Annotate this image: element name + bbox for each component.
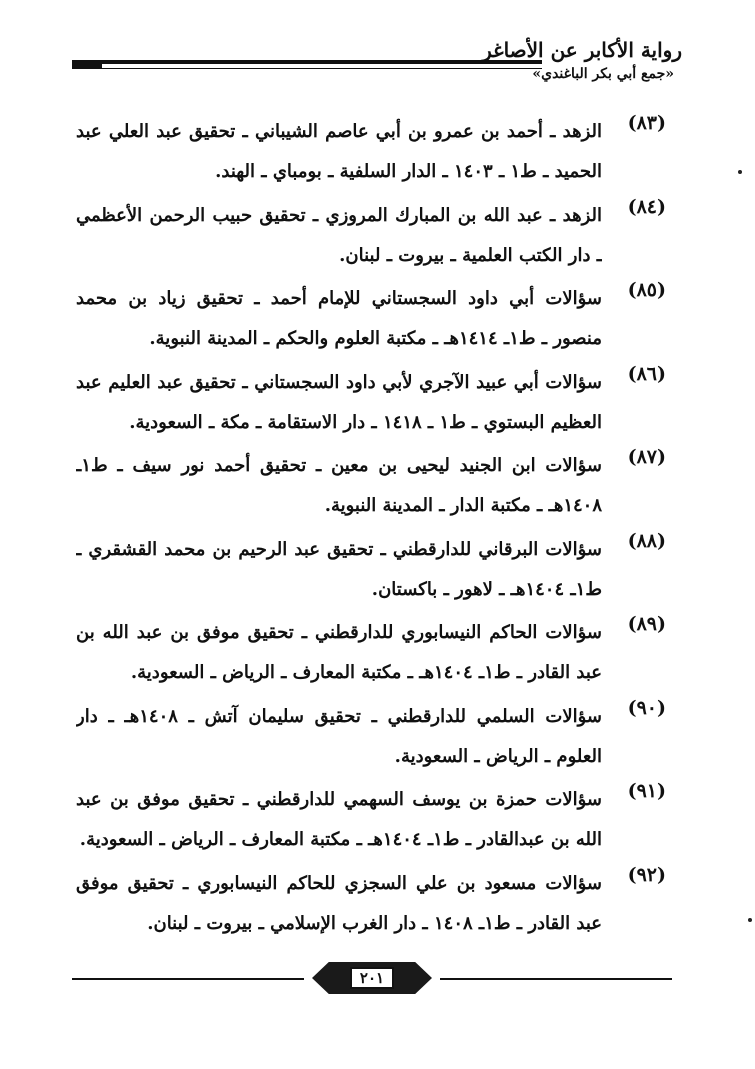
entry-number: (٨٨): [627, 529, 666, 552]
bibliography-list: [76, 112, 666, 947]
page-number-ornament: [312, 962, 432, 994]
entry-number: (٨٩): [627, 613, 666, 635]
header-rule: [72, 60, 542, 64]
book-title: رواية الأكابر عن الأصاغر: [482, 38, 682, 62]
entry-text: سؤالات مسعود بن علي السجزي للحاكم النيسابوري ـ تحقيق موفق عبد القادر ـ ط١ـ ١٤٠٨ ـ دار الغرب الإسلامي ـ بيروت ـ لبنان.: [76, 872, 602, 934]
list-item: [76, 780, 666, 864]
entry-number: (٩٢): [627, 863, 666, 886]
entry-number: (٨٧): [627, 446, 666, 468]
entry-number: (٨٥): [627, 279, 666, 301]
list-item: [76, 363, 666, 447]
entry-text: سؤالات أبي عبيد الآجري لأبي داود السجستاني ـ تحقيق عبد العليم عبد العظيم البستوي ـ ط١ ـ ١٤١٨ ـ دار الاستقامة ـ مكة ـ السعودية.: [76, 371, 602, 433]
entry-number: (٩٠): [627, 696, 666, 719]
entry-text: الزهد ـ أحمد بن عمرو بن أبي عاصم الشيباني ـ تحقيق عبد العلي عبد الحميد ـ ط١ ـ ١٤٠٣ ـ الدار السلفية ـ بومباي ـ الهند.: [76, 121, 602, 182]
footer-rule: [72, 978, 304, 980]
list-item: [76, 864, 666, 948]
entry-text: الزهد ـ عبد الله بن المبارك المروزي ـ تحقيق حبيب الرحمن الأعظمي ـ دار الكتب العلمية ـ بيروت ـ لبنان.: [76, 204, 602, 266]
entry-text: سؤالات أبي داود السجستاني للإمام أحمد ـ تحقيق زياد بن محمد منصور ـ ط١ـ ١٤١٤هـ ـ مكتبة العلوم والحكم ـ المدينة النبوية.: [76, 288, 602, 349]
entry-number: (٨٤): [627, 195, 666, 218]
footer-rule: [440, 978, 672, 980]
list-item: [76, 279, 666, 363]
book-subtitle: «جمع أبي بكر الباغندي»: [532, 66, 674, 82]
entry-text: سؤالات السلمي للدارقطني ـ تحقيق سليمان آتش ـ ١٤٠٨هـ ـ دار العلوم ـ الرياض ـ السعودية.: [76, 705, 602, 767]
running-header: [72, 38, 682, 88]
entry-number: (٨٣): [627, 112, 666, 134]
page-number: ٢٠١: [350, 967, 394, 989]
list-item: [76, 112, 666, 196]
list-item: [76, 196, 666, 280]
entry-text: سؤالات ابن الجنيد ليحيى بن معين ـ تحقيق أحمد نور سيف ـ ط١ـ ١٤٠٨هـ ـ مكتبة الدار ـ المدينة النبوية.: [76, 455, 602, 516]
margin-dot: [748, 918, 752, 922]
entry-text: سؤالات حمزة بن يوسف السهمي للدارقطني ـ تحقيق موفق بن عبد الله بن عبدالقادر ـ ط١ـ ١٤٠٤هـ ـ مكتبة المعارف ـ الرياض ـ السعودية.: [76, 789, 602, 850]
list-item: [76, 613, 666, 697]
header-rule-thin: [72, 68, 542, 69]
page-footer: [72, 958, 672, 998]
margin-dot: [738, 170, 742, 174]
list-item: [76, 530, 666, 614]
entry-text: سؤالات الحاكم النيسابوري للدارقطني ـ تحقيق موفق بن عبد الله بن عبد القادر ـ ط١ـ ١٤٠٤هـ ـ مكتبة المعارف ـ الرياض ـ السعودية.: [76, 622, 602, 683]
entry-number: (٨٦): [627, 362, 666, 385]
entry-text: سؤالات البرقاني للدارقطني ـ تحقيق عبد الرحيم بن محمد القشقري ـ ط١ـ ١٤٠٤هـ ـ لاهور ـ باكستان.: [76, 538, 602, 600]
list-item: [76, 697, 666, 781]
entry-number: (٩١): [627, 780, 666, 802]
list-item: [76, 446, 666, 530]
